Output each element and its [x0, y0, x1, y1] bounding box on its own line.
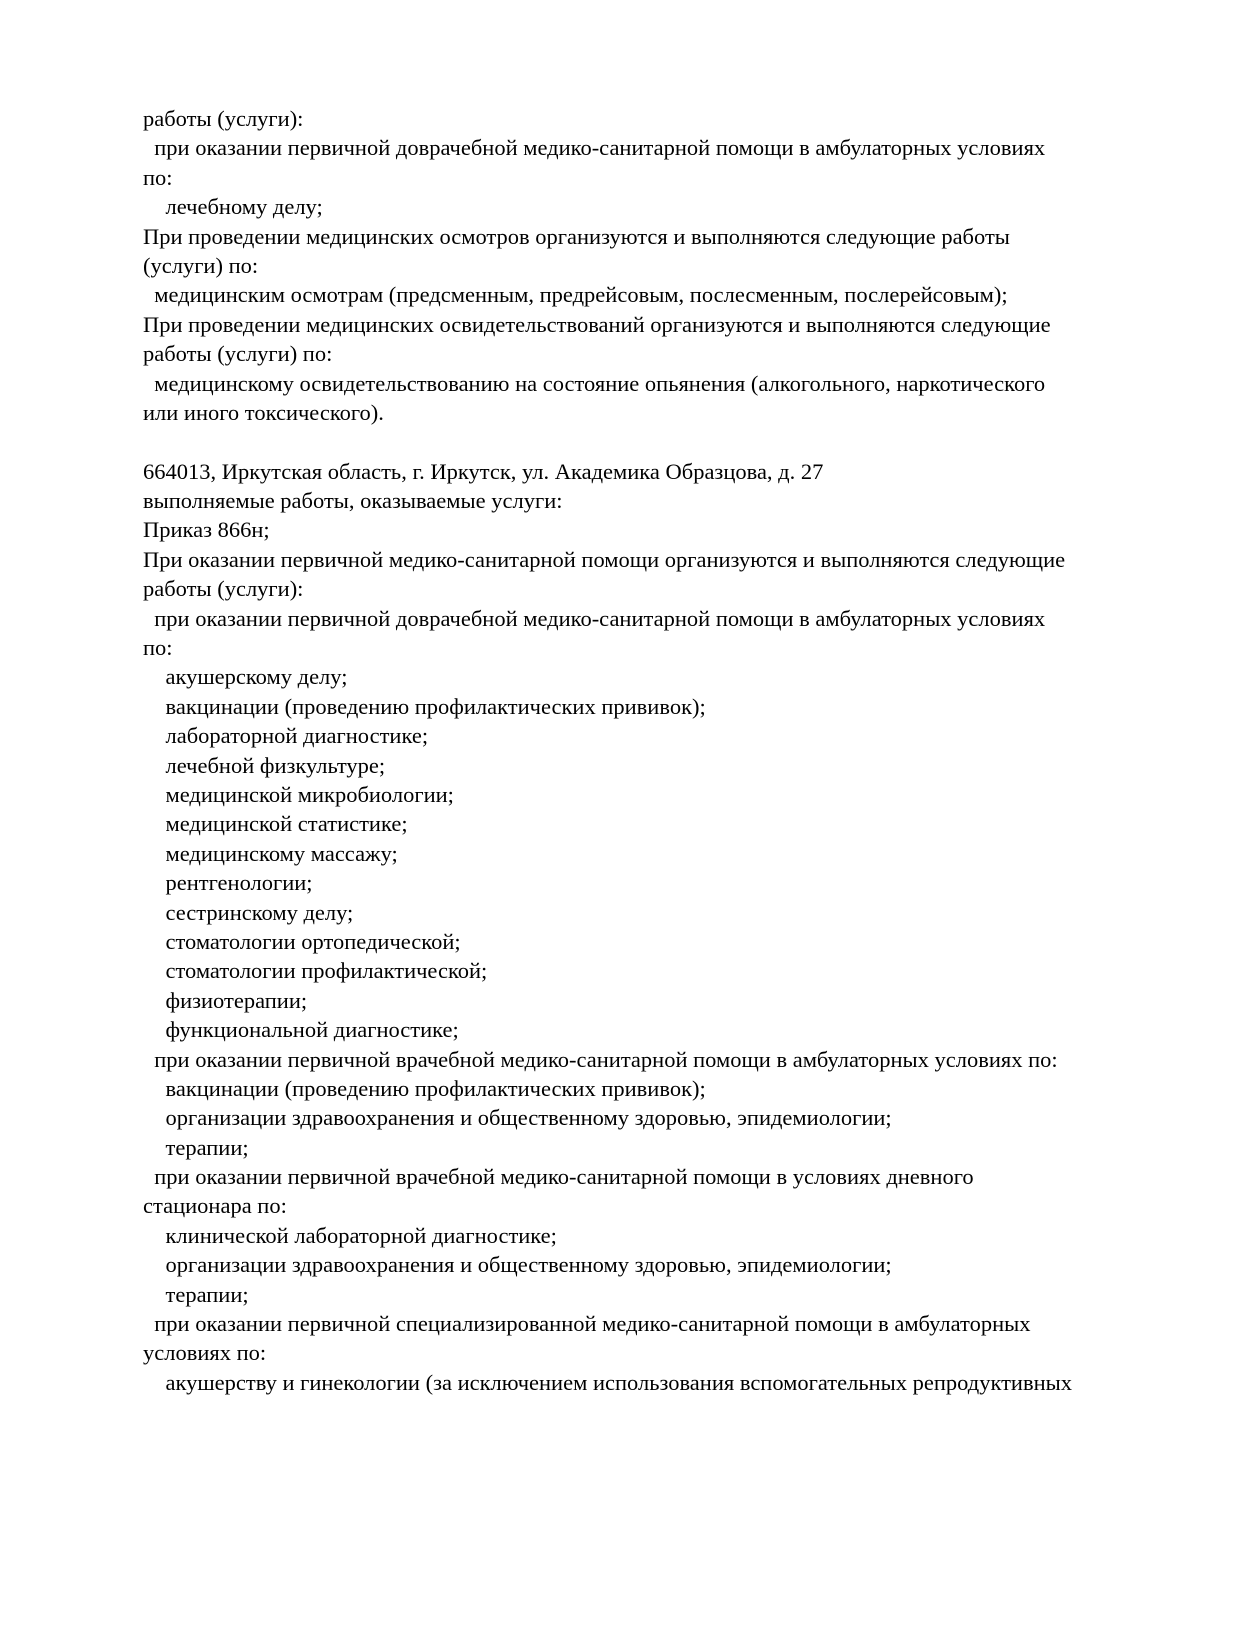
text-line: стоматологии профилактической;: [143, 958, 488, 984]
text-line: При оказании первичной медико-санитарной помощи организуются и выполняются следующие: [143, 546, 1066, 572]
text-line: терапии;: [143, 1134, 249, 1160]
text-line: условиях по:: [143, 1340, 267, 1366]
text-line: работы (услуги) по:: [143, 341, 333, 367]
text-line: работы (услуги):: [143, 106, 304, 131]
text-line: вакцинации (проведению профилактических прививок);: [143, 1075, 706, 1101]
blank-line: [143, 427, 1223, 456]
text-line: медицинским осмотрам (предсменным, предрейсовым, послесменным, послерейсовым);: [143, 282, 1008, 308]
text-line: лабораторной диагностике;: [143, 723, 429, 749]
text-line: лечебной физкультуре;: [143, 752, 386, 778]
text-line: физиотерапии;: [143, 987, 308, 1013]
text-line: при оказании первичной доврачебной медико-санитарной помощи в амбулаторных условиях: [143, 605, 1046, 631]
text-line: Приказ 866н;: [143, 517, 270, 543]
text-line: медицинской статистике;: [143, 811, 408, 837]
text-line: лечебному делу;: [143, 194, 323, 220]
text-line: стоматологии ортопедической;: [143, 928, 461, 954]
text-line: сестринскому делу;: [143, 899, 354, 925]
text-line: вакцинации (проведению профилактических прививок);: [143, 693, 706, 719]
text-line: выполняемые работы, оказываемые услуги:: [143, 488, 563, 514]
text-line: стационара по:: [143, 1193, 287, 1219]
text-line: клинической лабораторной диагностике;: [143, 1222, 557, 1248]
text-line: медицинскому освидетельствованию на состояние опьянения (алкогольного, наркотического: [143, 370, 1046, 396]
text-line: терапии;: [143, 1281, 249, 1307]
text-line: при оказании первичной доврачебной медико-санитарной помощи в амбулаторных условиях: [143, 135, 1046, 161]
text-line: медицинской микробиологии;: [143, 781, 454, 807]
text-line: организации здравоохранения и общественному здоровью, эпидемиологии;: [143, 1252, 892, 1278]
text-line: при оказании первичной специализированной медико-санитарной помощи в амбулаторных: [143, 1311, 1031, 1337]
text-line: При проведении медицинских освидетельствований организуются и выполняются следующие: [143, 311, 1051, 337]
text-line: по:: [143, 635, 173, 661]
text-line: функциональной диагностике;: [143, 1017, 459, 1043]
text-line: работы (услуги):: [143, 576, 304, 602]
text-line: при оказании первичной врачебной медико-санитарной помощи в амбулаторных условиях по:: [143, 1046, 1058, 1072]
text-line: акушерству и гинекологии (за исключением использования вспомогательных репродуктивных: [143, 1369, 1073, 1395]
text-line: рентгенологии;: [143, 870, 313, 896]
text-line: при оказании первичной врачебной медико-санитарной помощи в условиях дневного: [143, 1164, 974, 1190]
text-line: медицинскому массажу;: [143, 840, 398, 866]
document-text: [143, 104, 1223, 1397]
text-line: или иного токсического).: [143, 399, 384, 425]
text-line: 664013, Иркутская область, г. Иркутск, ул. Академика Образцова, д. 27: [143, 458, 824, 484]
text-line: При проведении медицинских осмотров организуются и выполняются следующие работы: [143, 223, 1010, 249]
text-line: по:: [143, 164, 173, 190]
text-line: акушерскому делу;: [143, 664, 348, 690]
text-line: (услуги) по:: [143, 252, 259, 278]
text-line: организации здравоохранения и общественному здоровью, эпидемиологии;: [143, 1105, 892, 1131]
